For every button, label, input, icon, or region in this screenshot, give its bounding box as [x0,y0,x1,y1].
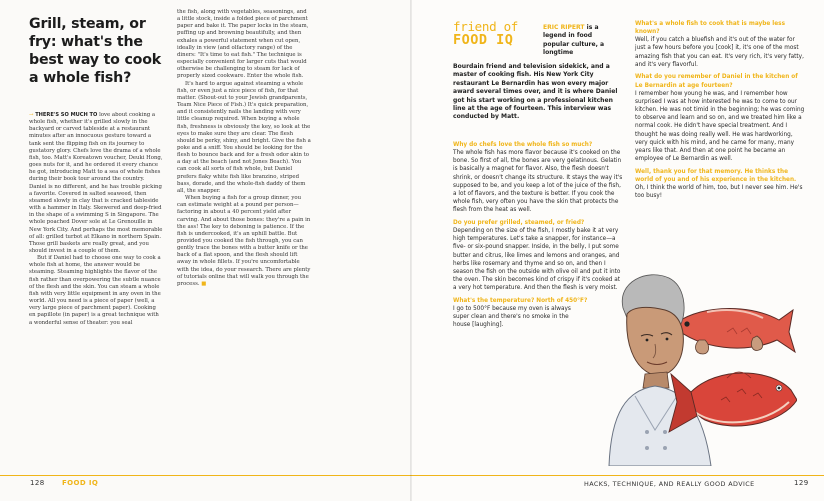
running-title: FOOD IQ [62,479,99,487]
end-mark-icon: ■ [201,280,207,287]
paragraph-text: love about cooking a whole fish, whether it's grilled slowly in the backyard or carved tableside at a restaurant minutes after an innocuous gesture toward a tank sent the flipping fish on its journey to gustatory glory. Chefs love the drama of a whole fish, too. Matt's Koreatown voucher, Deuki Hong, goes nuts for it, and he ordered it every chance he got, introducing Matt to a sea of whole fishes during their book tour around the country. Daniel is no different, and he has trouble picking a favorite. Covered in salted seaweed, then steamed slowly in clay that is cracked tableside with a hammer in Italy. Skewered and deep-fried in the shape of a swimming S in Singapore. The whole poached Dover sole at Le Grenouille in New York City. And perhaps the most memorable of all: grilled turbot at Elkano in northern Spain. Those grill baskets are really great, and you should invest in a couple of them. [29,112,163,254]
footer-rule [412,475,824,476]
answer: I go to 500°F because my oven is always super clean and there's no smoke in the house [laughing]. [453,305,571,329]
answer: The whole fish has more flavor because it's cooked on the bone. So first of all, the bones are very gelatinous. Gelatin is basically a magnet for flavor. Also, the flesh doesn't shrink, or doesn't change its structure. It stays the way it's supposed to be, and you keep a lot of the juice of the fish, a lot of flavors, and the texture is better. If you cook the whole fish, very often you have the skin that protects the flesh from the heat as well. [453,150,623,214]
lead-in: THERE'S SO MUCH TO [35,112,98,118]
paragraph [29,112,163,255]
page-title: Grill, steam, or fry: what's the best way to cook a whole fish? [29,16,161,86]
body-column-1 [29,112,163,327]
chef-holding-fish-illustration-icon [607,262,797,466]
paragraph-text: When buying a fish for a group dinner, you can estimate weight at a pound per person—factoring in about a 40 percent yield after carving. And about those bones: they're a pain in the ass! The key to deboning is patience. If the fish is undercooked, it's an uphill battle. But provided you cooked the fish through, you can gently trace the bones with a butter knife or the back of a flat spoon, and the flesh should lift away in whole fillets. If you're uncomfortable with the idea, do your research. There are plenty of tutorials online that will walk you through the process. [177,195,311,287]
page-number: 129 [794,479,809,487]
page-number: 128 [30,479,45,487]
question: Why do chefs love the whole fish so much? [453,142,593,148]
qa-column-right [635,20,805,205]
answer: I remember how young he was, and I remember how surprised I was at how interested he was to come to our kitchen. He was not timid in the beginning; he was coming to observe and learn and so on, and we treated him like a normal cook. He didn't have special treatment. And I thought he was doing really well. He was hardworking, very quick with his mind, and he came for many, many years like that. And then at one point he became an employee of Le Bernardin as well. [635,90,805,162]
kicker-line-1: friend of [453,19,519,34]
running-section-title: HACKS, TECHNIQUE, AND REALLY GOOD ADVICE [584,480,755,488]
question: Well, thank you for that memory. He thinks the world of you and of his experience in the kitchen. [635,168,797,183]
section-kicker [453,20,545,48]
right-page [412,0,824,501]
answer: Depending on the size of the fish, I mostly bake it at very high temperatures. Let's take a snapper, for instance—a five- or six-pound snapper. Inside, in the belly, I put some butter and citrus, like limes and lemons and oranges, and herbs like rosemary and thyme and so on, and then I season the fish on the outside with olive oil and put it into the oven. The skin becomes kind of crispy if it's cooked at a very hot temperature. And then the flesh is very moist. [453,228,621,292]
intro-paragraph: Bourdain friend and television sidekick, and a master of cooking fish. His New York City restaurant Le Bernardin has won every major award several times over, and it is where Daniel got his start working on a professional kitchen line at the age of fourteen. This interview was conducted by Matt. [453,63,618,121]
paragraph: It's hard to argue against steaming a whole fish, or even just a nice piece of fish, for that matter. (Shout-out to your Jewish grandparents, Team Nice Piece of Fish.) It's quick preparation, and it consistently nails the landing with very little cleanup required. When buying a whole fish, freshness is obviously the key, so look at the eyes to make sure they are clear. The flesh should be perky, shiny, and bright. Give the fish a poke and a sniff. You should be looking for the flesh to bounce back and for a fresh odor akin to a day at the beach (and not Jones Beach). You can cook all sorts of fish whole, but Daniel prefers flaky white fish like branzino, striped bass, dorade, and the whole-fish daddy of them all, the snapper. [177,80,311,194]
answer: Well, if you catch a bluefish and it's out of the water for just a few hours before you [cook] it, it's one of the most amazing fish that you can eat. It's very rich, it's very fatty, and it's very flavorful. [635,37,804,68]
question: What's the temperature? North of 450°F? [453,297,588,304]
left-footer [0,475,412,489]
question: What's a whole fish to cook that is maybe less known? [635,21,786,36]
answer: Oh, I think the world of him, too, but I never see him. He's too busy! [635,184,803,200]
interviewee-name: ERIC RIPERT [543,24,585,31]
qa-column-left [453,141,623,334]
right-footer [412,475,824,489]
footer-rule [0,475,412,476]
kicker-line-2: FOOD IQ [453,32,514,48]
question: What do you remember of Daniel in the kitchen of Le Bernardin at age fourteen? [635,74,798,89]
question: Do you prefer grilled, steamed, or fried? [453,219,585,226]
arrow-icon: → [29,112,34,118]
paragraph: But if Daniel had to choose one way to cook a whole fish at home, the answer would be steaming. Steaming highlights the flavor of the fish rather than overpowering the subtle nuance of the flesh and the skin. You can steam a whole fish with very little equipment in any oven in the world. All you need is a piece of paper (well, a very large piece of parchment paper). Cooking en papillote (in paper) is a great technique with a wonderful sense of theater: you seal [29,255,161,326]
paragraph [177,195,311,288]
paragraph: the fish, along with vegetables, seasonings, and a little stock, inside a folded piece of parchment paper and bake it. The paper locks in the steam, puffing up and browning beautifully, and then exhales a powerful statement when cut open, ideally in view (and olfactory range) of the diners: "It's time to eat fish." The technique is especially convenient for larger cuts that would otherwise be challenging to steam for lack of properly sized cookware. Enter the whole fish. [177,9,309,80]
intro-text: is a legend in food popular culture, a longtime [543,24,605,57]
intro-lead [543,24,619,58]
body-column-2 [177,9,311,288]
